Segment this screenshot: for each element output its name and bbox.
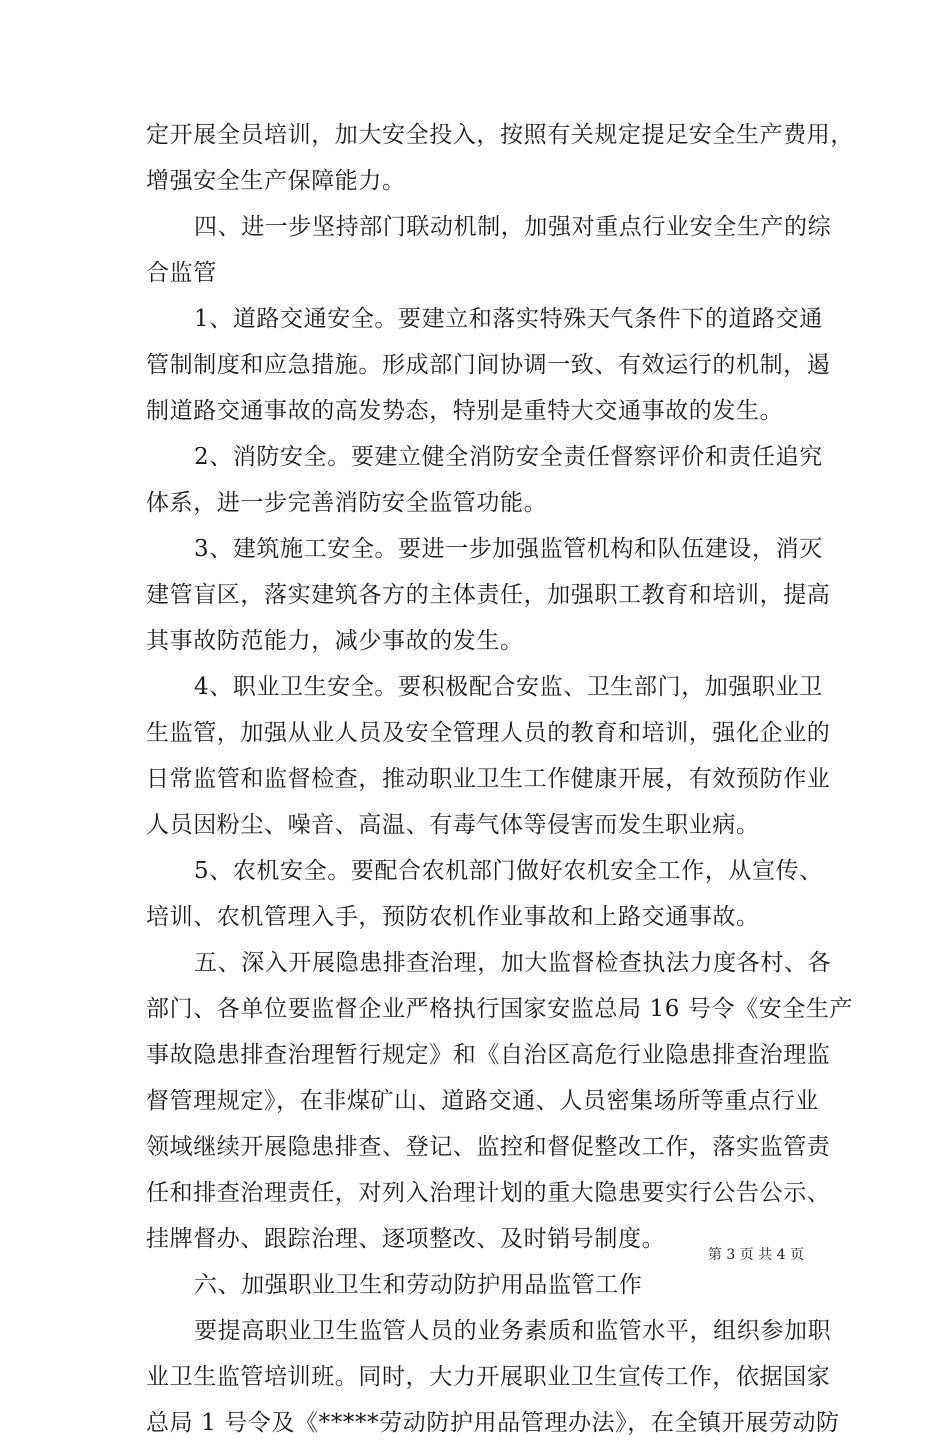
text-line: 人员因粉尘、噪音、高温、有毒气体等侵害而发生职业病。: [146, 812, 760, 838]
text-line: 总局 1 号令及《*****劳动防护用品管理办法》，在全镇开展劳动防: [146, 1410, 840, 1436]
text-line: 1、道路交通安全。要建立和落实特殊天气条件下的道路交通: [194, 306, 823, 332]
text-line: 管制制度和应急措施。形成部门间协调一致、有效运行的机制，遏: [146, 352, 831, 378]
section-heading: 五、深入开展隐患排查治理，加大监督检查执法力度各村、各: [194, 950, 832, 976]
text-line: 任和排查治理责任，对列入治理计划的重大隐患要实行公告公示、: [146, 1180, 831, 1206]
section-heading: 六、加强职业卫生和劳动防护用品监管工作: [194, 1272, 643, 1298]
text-line: 5、农机安全。要配合农机部门做好农机安全工作，从宣传、: [194, 858, 823, 884]
text-line: 生监管，加强从业人员及安全管理人员的教育和培训，强化企业的: [146, 720, 831, 746]
page-number: 第 3 页 共 4 页: [707, 1247, 804, 1263]
text-line: 定开展全员培训，加大安全投入，按照有关规定提足安全生产费用，: [146, 122, 854, 148]
section-heading: 四、进一步坚持部门联动机制，加强对重点行业安全生产的综: [194, 214, 832, 240]
text-line: 挂牌督办、跟踪治理、逐项整改、及时销号制度。: [146, 1226, 666, 1252]
text-line: 业卫生监管培训班。同时，大力开展职业卫生宣传工作，依据国家: [146, 1364, 831, 1390]
text-line: 督管理规定》，在非煤矿山、道路交通、人员密集场所等重点行业: [146, 1088, 819, 1114]
text-line: 部门、各单位要监督企业严格执行国家安监总局 16 号令《安全生产: [146, 996, 854, 1022]
text-line: 日常监管和监督检查，推动职业卫生工作健康开展，有效预防作业: [146, 766, 831, 792]
text-line: 领域继续开展隐患排查、登记、监控和督促整改工作，落实监管责: [146, 1134, 831, 1160]
text-line: 体系，进一步完善消防安全监管功能。: [146, 490, 548, 516]
text-line: 合监管: [146, 260, 217, 286]
text-line: 事故隐患排查治理暂行规定》和《自治区高危行业隐患排查治理监: [146, 1042, 831, 1068]
text-line: 要提高职业卫生监管人员的业务素质和监管水平，组织参加职: [194, 1318, 832, 1344]
text-line: 3、建筑施工安全。要进一步加强监管机构和队伍建设，消灭: [194, 536, 823, 562]
text-line: 培训、农机管理入手，预防农机作业事故和上路交通事故。: [146, 904, 760, 930]
text-line: 增强安全生产保障能力。: [146, 168, 406, 194]
page-footer: [0, 1245, 950, 1265]
text-line: 建管盲区，落实建筑各方的主体责任，加强职工教育和培训，提高: [146, 582, 831, 608]
text-line: 其事故防范能力，减少事故的发生。: [146, 628, 524, 654]
text-line: 4、职业卫生安全。要积极配合安监、卫生部门，加强职业卫: [194, 674, 823, 700]
text-line: 制道路交通事故的高发势态，特别是重特大交通事故的发生。: [146, 398, 784, 424]
text-line: 2、消防安全。要建立健全消防安全责任督察评价和责任追究: [194, 444, 823, 470]
